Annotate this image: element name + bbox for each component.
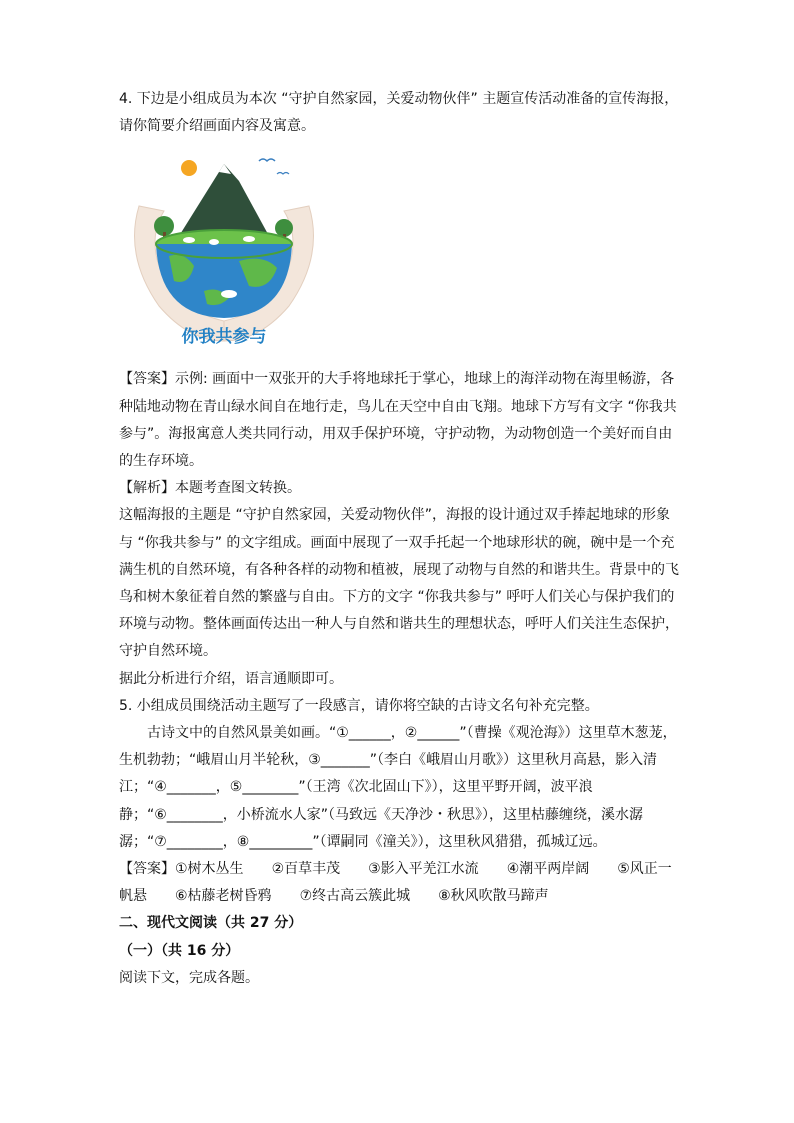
q5-answer-0: ①树木丛生	[175, 861, 244, 878]
section-sub-heading: （一）（共 16 分）	[119, 942, 240, 959]
q5-answer	[119, 856, 679, 910]
q5-answer-tag: 【答案】	[119, 861, 175, 878]
poster-caption: 你我共参与	[181, 327, 267, 348]
q4-analysis-text-1: 本题考查图文转换。	[175, 480, 301, 497]
analysis-tag: 【解析】	[119, 480, 175, 497]
poster-earth-hands-image	[119, 146, 329, 356]
q5-answer-7: ⑧秋风吹散马蹄声	[438, 888, 549, 905]
section-heading: 二、现代文阅读（共 27 分）	[119, 915, 303, 932]
q5-answer-6: ⑦终古高云簇此城	[299, 888, 411, 905]
q4-analysis-2: 这幅海报的主题是 “守护自然家园，关爱动物伙伴”，海报的设计通过双手捧起地球的形象与 “你我共参与” 的文字组成。画面中展现了一双手托起一个地球形状的碗，碗中是一个充满生机的自然环境，有各种各样的动物和植被，展现了动物与自然的和谐共生。背景中的飞鸟和树木象征着自然的繁盛与自由。下方的文字 “你我共参与” 呼吁人们关心与保护我们的环境与动物。整体画面传达出一种人与自然和谐共生的理想状态，呼吁人们关注生态保护，守护自然环境。	[119, 507, 679, 660]
document-page	[119, 86, 679, 992]
q4-analysis-1	[119, 475, 679, 502]
section-instruction: 阅读下文，完成各题。	[119, 969, 259, 986]
q5-answer-4: ⑤风正一帆悬	[119, 861, 672, 905]
q5-answer-1: ②百草丰茂	[271, 861, 341, 878]
q4-question: 4. 下边是小组成员为本次 “守护自然家园，关爱动物伙伴” 主题宣传活动准备的宣传海报，请你简要介绍画面内容及寓意。	[119, 91, 679, 135]
q4-answer	[119, 366, 679, 475]
q5-question: 5. 小组成员围绕活动主题写了一段感言，请你将空缺的古诗文名句补充完整。	[119, 697, 599, 714]
q5-answer-2: ③影入平羌江水流	[368, 861, 479, 878]
q4-analysis-3: 据此分析进行介绍，语言通顺即可。	[119, 670, 343, 687]
q4-answer-text: 示例: 画面中一双张开的大手将地球托于掌心，地球上的海洋动物在海里畅游，各种陆地动物在青山绿水间自在地行走，鸟儿在天空中自由飞翔。地球下方写有文字 “你我共参与”。海报寓意人类共同行动，用双手保护环境，守护动物，为动物创造一个美好而自由的生存环境。	[119, 371, 677, 470]
q5-answer-3: ④潮平两岸阔	[506, 861, 590, 878]
answer-tag: 【答案】	[119, 371, 175, 388]
q5-passage: 古诗文中的自然风景美如画。“①______，②______”（曹操《观沧海》）这里草木葱茏，生机勃勃；“峨眉山月半轮秋，③_______”（李白《峨眉山月歌》）这里秋月高悬，影入清江；“④_______，⑤________”（王湾《次北固山下》），这里平野开阔，波平浪静；“⑥________，小桥流水人家”（马致远《天净沙・秋思》），这里枯藤缠绕，溪水潺潺；“⑦________，⑧_________”（谭嗣同《潼关》），这里秋风猎猎，孤城辽远。	[119, 725, 677, 850]
q5-answer-5: ⑥枯藤老树昏鸦	[175, 888, 272, 905]
